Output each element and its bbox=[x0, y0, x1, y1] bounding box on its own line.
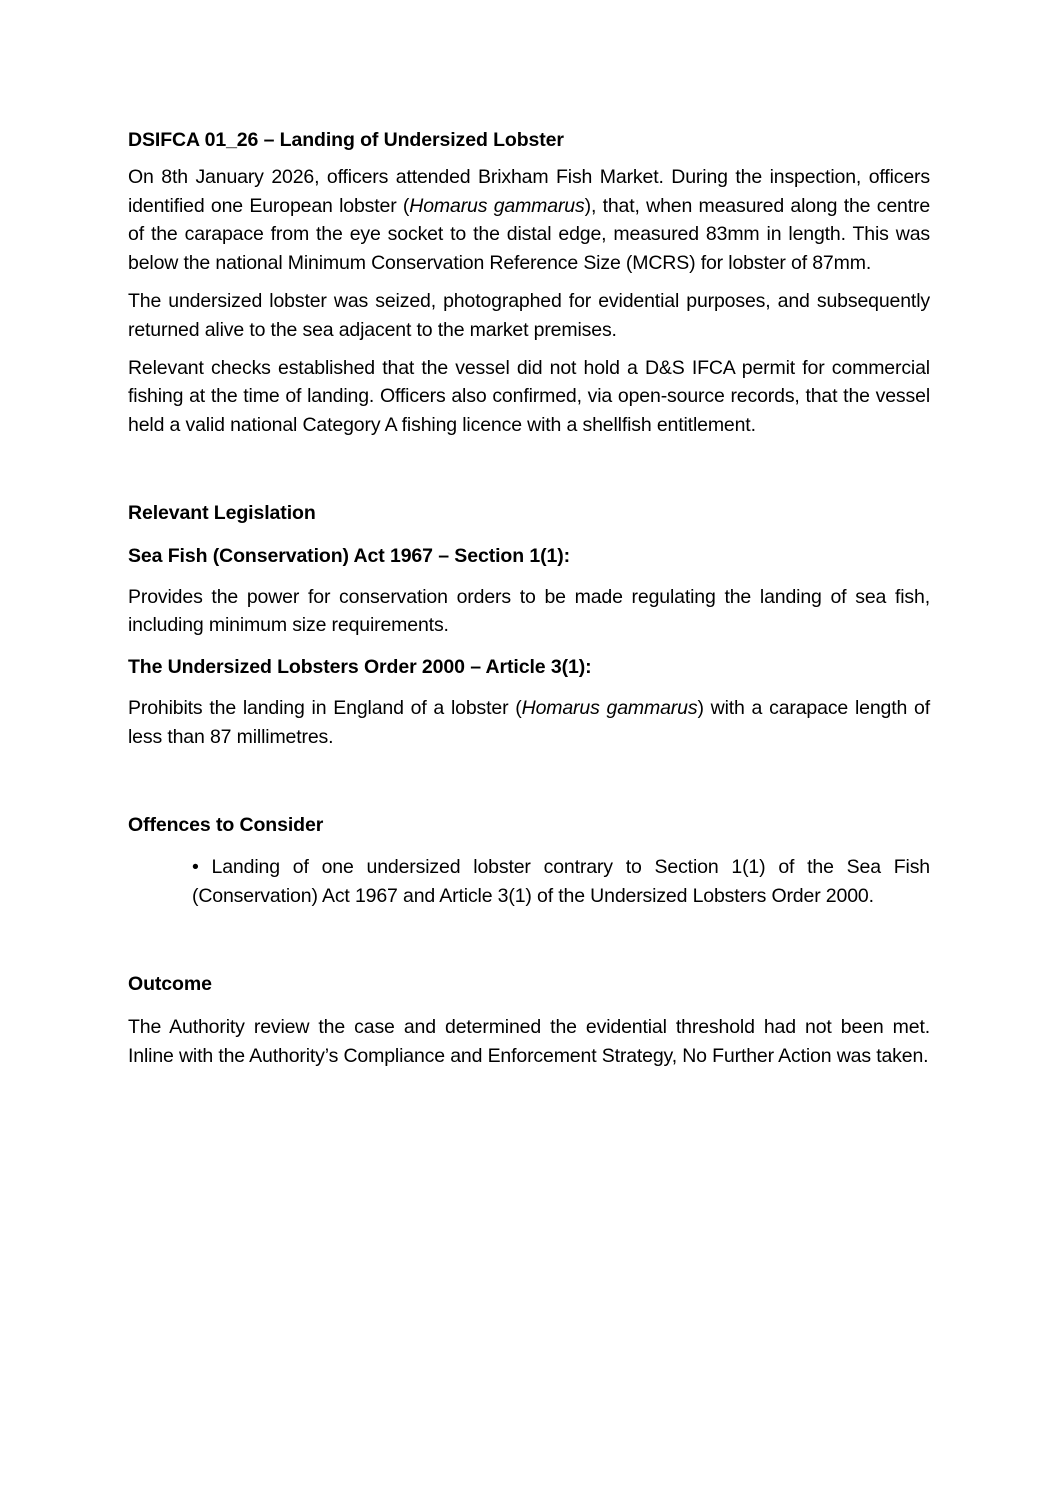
outcome-text: The Authority review the case and determined the evidential threshold had not been met. Inline with the Authority’s Compliance and Enforcement Strategy, No Further Action was taken. bbox=[128, 1015, 941, 1067]
document-page bbox=[128, 126, 941, 1070]
intro-paragraph-1 bbox=[128, 163, 930, 278]
legislation-item-2-text-b: ) with a carapace length of less than 87 millimetres. bbox=[128, 696, 930, 748]
legislation-item-2-text bbox=[128, 694, 930, 752]
intro-paragraph-1-text-b: ), that, when measured along the centre of the carapace from the eye socket to the distal edge, measured 83mm in length. This was below the national Minimum Conservation Reference Size (MCRS) for lobster of 87mm. bbox=[128, 194, 931, 275]
legislation-item-1-title: Sea Fish (Conservation) Act 1967 – Section 1(1): bbox=[128, 544, 571, 567]
outcome-heading: Outcome bbox=[128, 972, 212, 995]
offences-heading: Offences to Consider bbox=[128, 813, 324, 836]
legislation-heading: Relevant Legislation bbox=[128, 501, 316, 524]
document-title: DSIFCA 01_26 – Landing of Undersized Lobster bbox=[128, 129, 564, 151]
intro-paragraph-2: The undersized lobster was seized, photographed for evidential purposes, and subsequently returned alive to the sea adjacent to the market premises. bbox=[128, 289, 930, 341]
species-name: Homarus gammarus bbox=[409, 194, 585, 217]
legislation-item-2-title: The Undersized Lobsters Order 2000 – Article 3(1): bbox=[128, 656, 592, 679]
legislation-item-1-text: Provides the power for conservation orders to be made regulating the landing of sea fish, including minimum size requirements. bbox=[128, 585, 930, 637]
intro-paragraph-3: Relevant checks established that the vessel did not hold a D&S IFCA permit for commercial fishing at the time of landing. Officers also confirmed, via open-source records, that the vessel held a valid national Category A fishing licence with a shellfish entitlement. bbox=[128, 356, 930, 437]
intro-paragraph-1-text-a: On 8th January 2026, officers attended Brixham Fish Market. During the inspection, officers identified one European lobster ( bbox=[128, 165, 930, 217]
legislation-item-2-text-a: Prohibits the landing in England of a lobster ( bbox=[128, 696, 522, 719]
species-name: Homarus gammarus bbox=[521, 696, 698, 719]
offence-bullet-item: • Landing of one undersized lobster contrary to Section 1(1) of the Sea Fish (Conservation) Act 1967 and Article 3(1) of the Undersized Lobsters Order 2000. bbox=[192, 856, 930, 908]
